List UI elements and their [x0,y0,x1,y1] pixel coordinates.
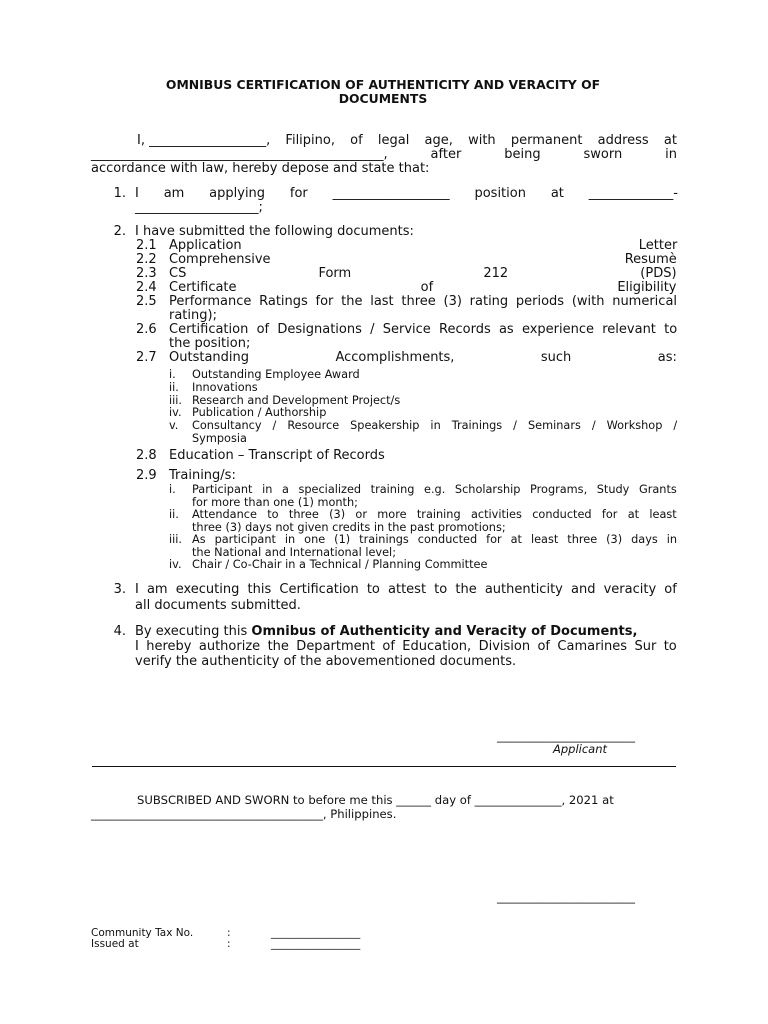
item-1-word: applying [209,186,266,201]
sub-item-text: Outstanding Accomplishments, such as: [169,350,677,365]
accomplishment-numeral: iv. [169,406,182,419]
address-blank: _____________________________________________, [91,147,388,162]
intro-word: with [468,133,496,148]
education-text: Education – Transcript of Records [169,448,385,463]
sub-item-text: Comprehensive Resumè [169,252,677,267]
community-tax-label: Community Tax No. [91,927,194,939]
training-numeral: iv. [169,558,182,571]
training-numeral: i. [169,483,176,496]
intro-word: of [350,133,363,148]
training-text: Training/s: [169,468,236,483]
training-item-text: Chair / Co-Chair in a Technical / Planning Committee [192,558,488,571]
sub-item-number: 2.2 [136,252,157,267]
intro-word: Filipino, [285,133,335,148]
accomplishment-text-cont: Symposia [192,432,247,445]
item-1-word: for [289,186,308,201]
training-numeral: iii. [169,533,183,546]
item-1-line-1 [135,187,678,201]
sub-item-text-cont: rating); [169,308,217,323]
training-item-text-cont: three (3) days not given credits in the past promotions; [192,520,506,534]
item-4-number: 4. [113,624,126,639]
training-item-text-cont: the National and International level; [192,545,397,559]
item-1-word: at [550,186,564,201]
training-item-text: Participant in a specialized training e.g. Scholarship Programs, Study Grants [192,483,677,496]
item-1-word: position [474,186,526,201]
sub-item-text: Certificate of Eligibility [169,280,677,295]
issued-at-blank: _________________ [271,938,361,950]
community-tax-colon: : [227,927,231,939]
accomplishment-numeral: v. [169,419,179,432]
position-blank: __________________ [332,186,450,201]
intro-word: being [504,147,541,162]
intro-line-3: accordance with law, hereby depose and state that: [91,161,430,176]
training-item-text: Attendance to three (3) or more training activities conducted for at least [192,508,677,521]
sub-item-number: 2.6 [136,322,157,337]
officer-signature-line: ________________________ [497,890,635,904]
training-numeral: ii. [169,508,179,521]
item-3-line-1: I am executing this Certification to attest to the authenticity and veracity of [135,582,677,597]
item-2-number: 2. [113,224,126,239]
title-line-1: OMNIBUS CERTIFICATION OF AUTHENTICITY AND VERACITY OF [165,77,601,92]
document-title [100,78,666,106]
item-4-line-3: verify the authenticity of the abovementioned documents. [135,654,517,669]
intro-line-1 [137,134,677,148]
intro-word: legal [377,133,410,148]
item-4-pre: By executing this [135,624,252,639]
sub-item-text: Application Letter [169,238,678,253]
item-1-line-2: ___________________; [135,200,263,215]
issued-at-label: Issued at [91,938,139,950]
jurat-line-1: SUBSCRIBED AND SWORN to before me this ______ day of _______________, 2021 at [137,793,614,807]
issued-at-colon: : [227,938,231,950]
item-3-line-2: all documents submitted. [135,598,301,613]
sub-item-text: Certification of Designations / Service Records as experience relevant to [169,322,678,337]
jurat-line-2: ________________________________________, Philippines. [91,807,397,821]
item-1-number: 1. [113,186,126,201]
community-tax-blank: _________________ [271,927,361,939]
sub-item-text-cont: the position; [169,336,251,351]
accomplishment-numeral: iii. [169,394,183,407]
item-2-text: I have submitted the following documents: [135,224,414,239]
accomplishment-text: Outstanding Employee Award [192,368,360,381]
accomplishment-numeral: i. [169,368,176,381]
accomplishment-text: Innovations [192,381,258,394]
intro-word: in [665,147,677,162]
intro-word: after [430,147,462,162]
sub-item-number: 2.8 [136,448,157,463]
accomplishment-numeral: ii. [169,381,179,394]
training-item-text: As participant in one (1) trainings conducted for at least three (3) days in [192,533,678,546]
sub-item-number: 2.9 [136,468,157,483]
sub-item-text: Performance Ratings for the last three (3) rating periods (with numerical [169,294,678,309]
title-line-2: DOCUMENTS [338,91,428,106]
sub-item-number: 2.1 [136,238,157,253]
intro-word: permanent [510,133,583,148]
applicant-label: Applicant [553,742,608,756]
sub-item-number: 2.3 [136,266,157,281]
item-4-line-1 [135,625,637,639]
intro-word: sworn [583,147,623,162]
school-blank: _____________- [588,186,678,201]
accomplishment-text: Publication / Authorship [192,406,327,419]
item-1-word: I [135,186,139,201]
name-blank: I, __________________, [137,133,271,148]
training-item-text-cont: for more than one (1) month; [192,495,358,509]
accomplishment-text: Research and Development Project/s [192,394,401,407]
separator-line [92,766,676,767]
intro-word: age, [424,133,453,148]
applicant-signature-line: ________________________ [497,729,635,743]
sub-item-number: 2.7 [136,350,157,365]
intro-line-2 [91,148,677,162]
item-4-line-2: I hereby authorize the Department of Education, Division of Camarines Sur to [135,639,677,654]
accomplishment-text: Consultancy / Resource Speakership in Trainings / Seminars / Workshop / [192,419,678,432]
sub-item-number: 2.4 [136,280,157,295]
item-4-bold: Omnibus of Authenticity and Veracity of Documents, [251,624,638,639]
sub-item-text: CS Form 212 (PDS) [169,266,677,281]
intro-word: at [663,133,677,148]
item-3-number: 3. [113,582,126,597]
item-1-word: am [163,186,185,201]
intro-word: address [597,133,649,148]
sub-item-number: 2.5 [136,294,157,309]
